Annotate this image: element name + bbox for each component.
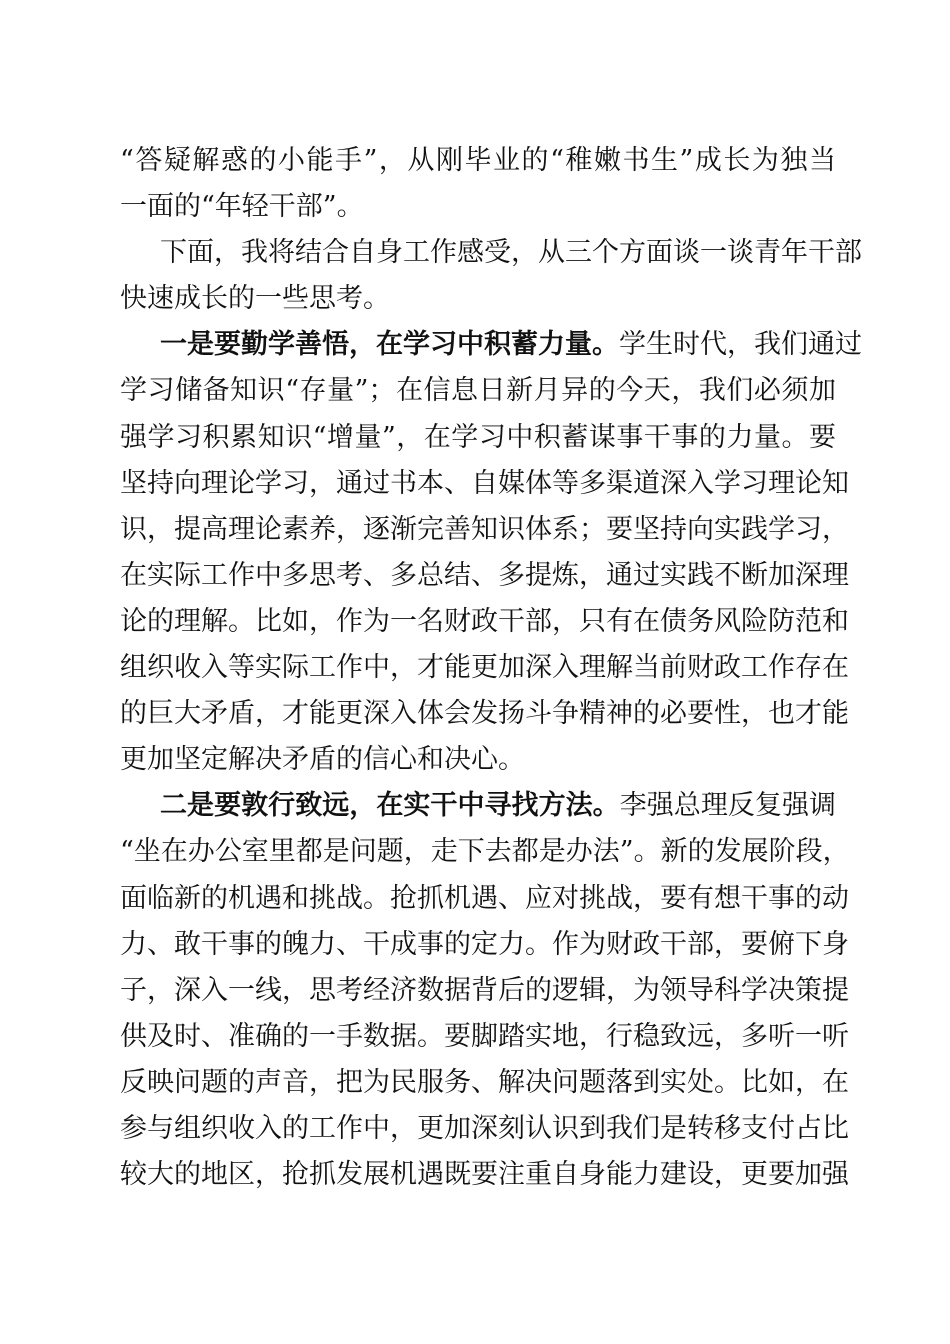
document-body xyxy=(120,138,862,1198)
text-line: 坚持向理论学习，通过书本、自媒体等多渠道深入学习理论知 xyxy=(120,467,849,499)
section-heading: 二是要敦行致远，在实干中寻找方法。 xyxy=(160,790,620,822)
paragraph-first-line xyxy=(120,322,862,368)
text-line: 参与组织收入的工作中，更加深刻认识到我们是转移支付占比 xyxy=(120,1112,849,1144)
text-line: 子，深入一线，思考经济数据背后的逻辑，为领导科学决策提 xyxy=(120,974,849,1006)
text-line: 论的理解。比如，作为一名财政干部，只有在债务风险防范和 xyxy=(120,605,849,637)
text-line: 力、敢干事的魄力、干成事的定力。作为财政干部，要俯下身 xyxy=(120,928,849,960)
text-line: 的巨大矛盾，才能更深入体会发扬斗争精神的必要性，也才能 xyxy=(120,698,849,730)
text-line: 识，提高理论素养，逐渐完善知识体系；要坚持向实践学习， xyxy=(120,513,849,545)
paragraph-first-line xyxy=(120,783,836,829)
text-line: 在实际工作中多思考、多总结、多提炼，通过实践不断加深理 xyxy=(120,559,849,591)
text-line: 学习储备知识“存量”；在信息日新月异的今天，我们必须加 xyxy=(120,375,836,407)
text-line: 反映问题的声音，把为民服务、解决问题落到实处。比如，在 xyxy=(120,1066,849,1098)
text-line: 下面，我将结合自身工作感受，从三个方面谈一谈青年干部 xyxy=(160,237,862,269)
text-line: 快速成长的一些思考。 xyxy=(120,283,390,315)
text-line: 面临新的机遇和挑战。抢抓机遇、应对挑战，要有想干事的动 xyxy=(120,882,849,914)
text-line: 强学习积累知识“增量”，在学习中积蓄谋事干事的力量。要 xyxy=(120,421,836,453)
section-heading: 一是要勤学善悟，在学习中积蓄力量。 xyxy=(160,329,619,361)
text-run: 学生时代，我们通过 xyxy=(619,329,862,361)
text-line: “答疑解惑的小能手”，从刚毕业的“稚嫩书生”成长为独当 xyxy=(120,145,836,176)
text-run: 李强总理反复强调 xyxy=(619,790,837,822)
text-line: 更加坚定解决矛盾的信心和决心。 xyxy=(120,744,525,776)
text-line: 一面的“年轻干部”。 xyxy=(120,191,364,223)
text-line: 较大的地区，抢抓发展机遇既要注重自身能力建设，更要加强 xyxy=(120,1159,849,1191)
text-line: 供及时、准确的一手数据。要脚踏实地，行稳致远，多听一听 xyxy=(120,1020,849,1052)
text-line: “坐在办公室里都是问题，走下去都是办法”。新的发展阶段， xyxy=(120,836,850,868)
text-line: 组织收入等实际工作中，才能更加深入理解当前财政工作存在 xyxy=(120,652,849,684)
